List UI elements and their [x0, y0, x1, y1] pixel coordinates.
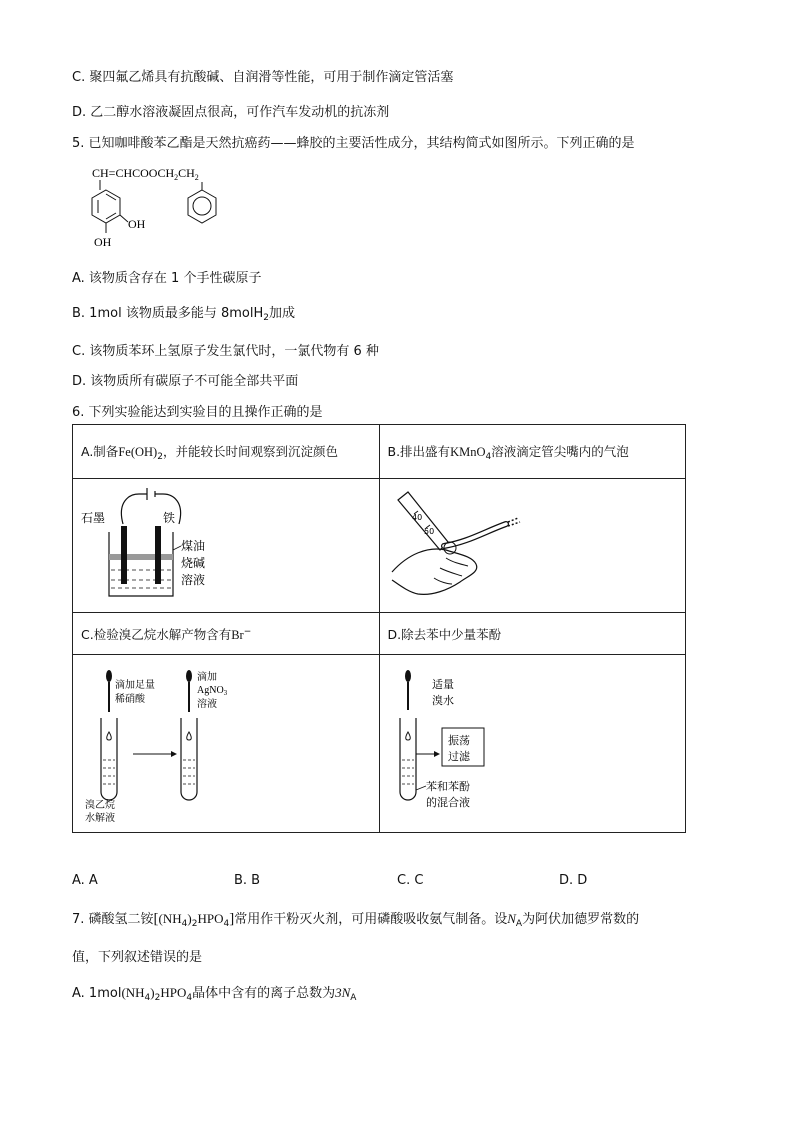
c-label-agno3-3: 溶液	[197, 699, 217, 710]
d-label-mixture-2: 的混合液	[425, 796, 470, 809]
q6-option-a[interactable]: A. A	[72, 873, 98, 888]
bromoethane-test-drawing	[81, 662, 281, 822]
burette-mark-50: 50	[423, 527, 434, 536]
d-box-filter: 过滤	[447, 750, 470, 763]
cell-c-title: C.检验溴乙烷水解产物含有Br−	[73, 613, 380, 655]
graphite-label: 石墨	[81, 511, 106, 525]
c-label-agno3-2: AgNO$_3$	[197, 685, 228, 697]
oh-label-1: OH	[128, 217, 146, 231]
q4-option-c: C. 聚四氟乙烯具有抗酸碱、自润滑等性能，可用于制作滴定管活塞	[72, 70, 454, 85]
burette-hand-drawing	[388, 484, 538, 604]
caustic-label-2: 溶液	[181, 573, 206, 587]
cell-a-image	[73, 479, 380, 613]
q5-option-a: A. 该物质含存在 1 个手性碳原子	[72, 271, 262, 286]
q6-option-b[interactable]: B. B	[234, 873, 261, 888]
svg-text:CH=CHCOOCH2CH2: $CH=CHCOOCH_2CH_2$	[92, 166, 199, 182]
cell-b-title: B.排出盛有KMnO$_4$溶液滴定管尖嘴内的气泡	[379, 425, 686, 479]
q7-stem-line-1: 7. 磷酸氢二铵$[(NH_4)_2HPO_4]$常用作干粉灭火剂，可用磷酸吸收氨气制备。设$N_A$为阿伏加德罗常数的	[72, 911, 640, 929]
caffeic-acid-phenethyl-ester-structure	[88, 160, 248, 260]
c-label-nitric-1: 滴加足量	[115, 680, 155, 691]
iron-label: 铁	[163, 511, 176, 525]
dropper-2	[186, 670, 192, 712]
d-label-mixture-1: 苯和苯酚	[425, 780, 470, 793]
q7-stem-line-2: 值，下列叙述错误的是	[72, 950, 203, 965]
cell-d-image	[379, 655, 686, 833]
q5-option-b: B. 1mol 该物质最多能与 8molH$_2$加成	[72, 306, 295, 323]
q5-option-d: D. 该物质所有碳原子不可能全部共平面	[72, 374, 299, 389]
oh-label-2: OH	[94, 235, 112, 249]
caustic-label-1: 烧碱	[181, 556, 206, 570]
kerosene-label: 煤油	[181, 539, 206, 553]
cell-c-image	[73, 655, 380, 833]
q7-option-a: A. $1mol(NH_4)_2HPO_4$晶体中含有的离子总数为$3N_A$	[72, 985, 357, 1003]
q6-option-c[interactable]: C. C	[397, 873, 424, 888]
d-label-bromine-1: 适量	[431, 678, 454, 691]
phenol-removal-drawing	[388, 662, 548, 822]
d-label-bromine-2: 溴水	[431, 694, 454, 707]
c-label-hydrolysate-1: 溴乙烷	[85, 800, 115, 811]
experiment-table	[72, 424, 686, 833]
c-label-nitric-2: 稀硝酸	[115, 694, 145, 705]
burette-mark-40: 40	[411, 513, 422, 522]
cell-a-title: A.制备$Fe(OH)_2$，并能较长时间观察到沉淀颜色	[73, 425, 380, 479]
q4-option-d: D. 乙二醇水溶液凝固点很高，可作汽车发动机的抗冻剂	[72, 105, 390, 120]
q5-stem: 5. 已知咖啡酸苯乙酯是天然抗癌药——蜂胶的主要活性成分，其结构简式如图所示。下列正确的是	[72, 136, 635, 151]
d-box-shake: 振荡	[447, 734, 470, 747]
electrolysis-apparatus-drawing	[81, 484, 221, 604]
q5-option-c: C. 该物质苯环上氢原子发生氯代时，一氯代物有 6 种	[72, 344, 379, 359]
q6-option-d[interactable]: D. D	[559, 873, 588, 888]
chain-text: CH=CHCOOCH	[92, 166, 175, 180]
dropper-1	[106, 670, 112, 712]
c-label-agno3-1: 滴加	[197, 672, 217, 683]
q6-stem: 6. 下列实验能达到实验目的且操作正确的是	[72, 405, 323, 420]
cell-b-image	[379, 479, 686, 613]
cell-d-title: D.除去苯中少量苯酚	[379, 613, 686, 655]
c-label-hydrolysate-2: 水解液	[85, 813, 115, 822]
